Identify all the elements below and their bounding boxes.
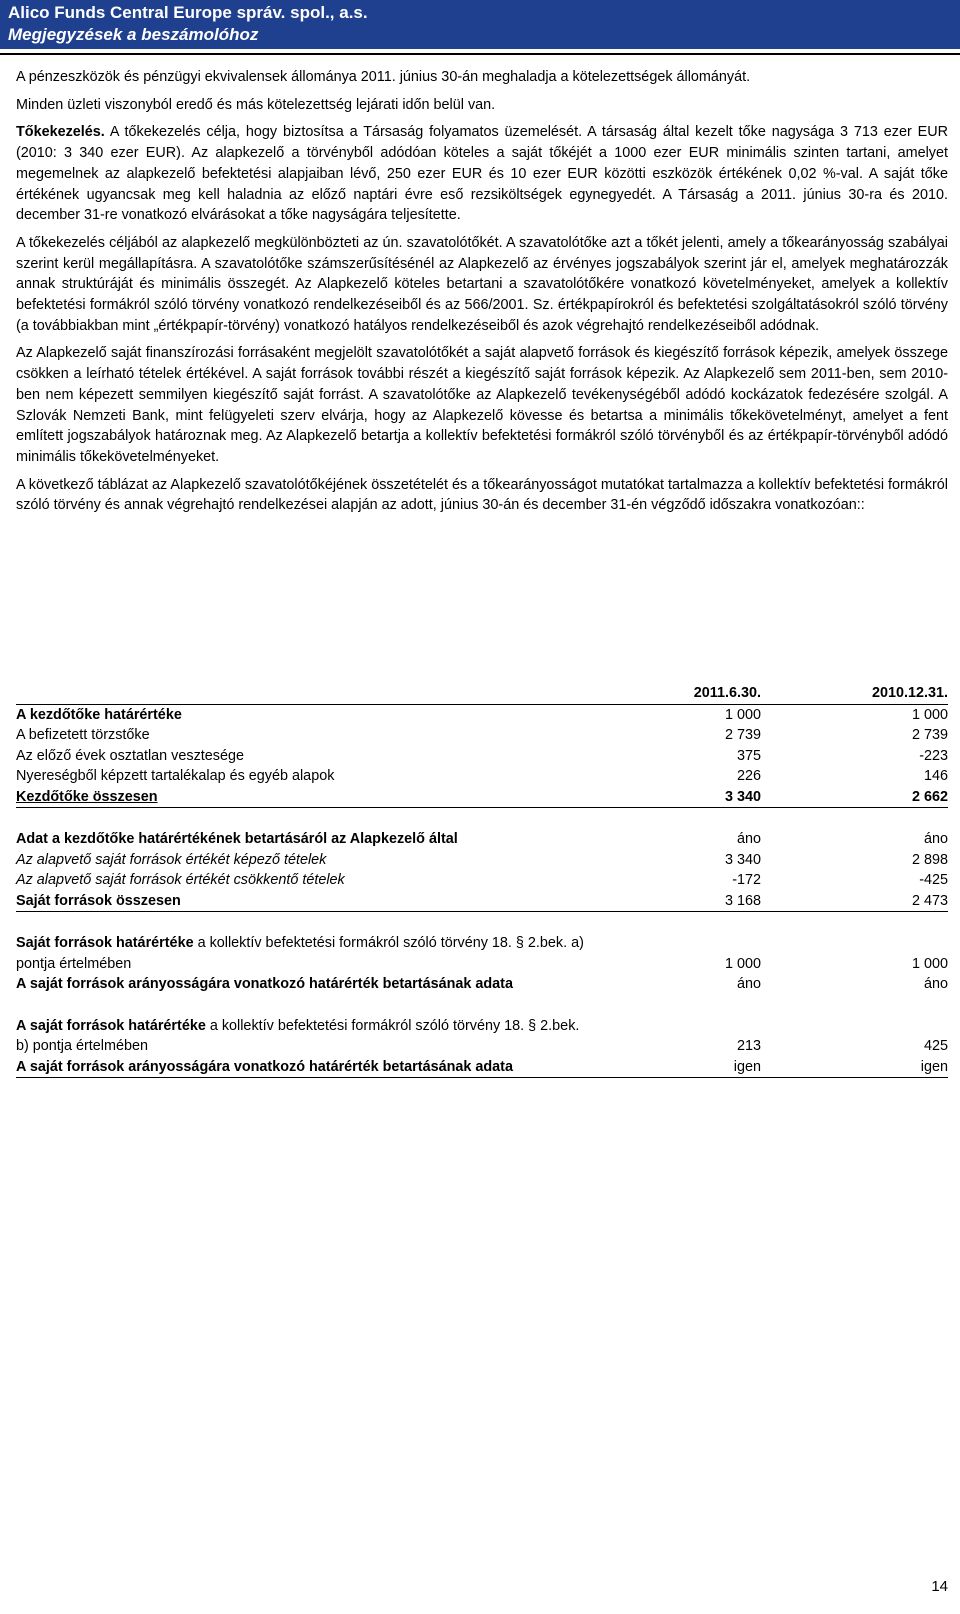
table-row — [16, 933, 948, 974]
row-label: Az alapvető saját források értékét csökkentő tételek — [16, 872, 345, 888]
column-header-2011: 2011.6.30. — [606, 683, 761, 704]
row-label — [16, 933, 606, 974]
paragraph-liabilities: Minden üzleti viszonyból eredő és más kötelezettség lejárati időn belül van. — [16, 96, 496, 113]
row-value-2010: 2 473 — [761, 891, 948, 912]
row-value-2011: 3 340 — [724, 851, 761, 868]
document-subtitle: Megjegyzések a beszámolóhoz — [8, 25, 259, 44]
row-value-2010: 1 000 — [911, 955, 948, 972]
table-row — [16, 974, 948, 995]
row-label: A saját források arányosságára vonatkozó határérték betartásának adata — [16, 976, 513, 992]
row-label: A kezdőtőke határértéke — [16, 706, 182, 723]
document-header — [0, 0, 960, 49]
paragraph-funding-sources: Az Alapkezelő saját finanszírozási forrásaként megjelölt szavatolótőkét a saját alapvető források és kiegészítő források képezik, amelyek összege csökken a leírható tételek értékével. A saját források további részét a kiegészítő saját források képezik. Az Alapkezelő sem 2011-ben, sem 2010-ben nem képezett semmilyen kiegészítő saját forrást. A szavatolótőke az Alapkezelő tevékenységéből adódó kockázatok fedezésére szolgál. A Szlovák Nemzeti Bank, mint felügyeleti szerv elvárja, hogy az Alapkezelő kövesse és betartsa a minimális tőkekövetelményt, amelyet a fent említett jogszabályok határoznak meg. Az Alapkezelő betartja a kollektív befektetési formákról szóló törvényből és az értékpapír-törvényből adódó minimális tőkekövetelményeket. — [16, 345, 948, 465]
row-value-2010: 2 662 — [761, 787, 948, 808]
body-text — [16, 67, 948, 516]
row-value-2010: -223 — [919, 747, 948, 764]
row-value-2010: áno — [923, 831, 948, 847]
table-row — [16, 704, 948, 725]
row-label: Az előző évek osztatlan vesztesége — [16, 747, 244, 764]
row-label: Nyereségből képzett tartalékalap és egyéb alapok — [16, 768, 335, 784]
paragraph-cash: A pénzeszközök és pénzügyi ekvivalensek állománya 2011. június 30-án meghaladja a kötelezettségek állományát. — [16, 69, 751, 85]
row-value-2011: áno — [736, 831, 761, 847]
row-label: A saját források arányosságára vonatkozó határérték betartásának adata — [16, 1057, 606, 1078]
row-value-2011: -172 — [732, 872, 761, 888]
row-label: Az alapvető saját források értékét képező tételek — [16, 851, 327, 868]
page-number: 14 — [931, 1578, 948, 1595]
row-value-2011: 375 — [736, 747, 761, 764]
row-label-bold: Saját források határértéke — [16, 935, 194, 951]
table-row-total — [16, 891, 948, 912]
table-row — [16, 725, 948, 746]
table-row — [16, 850, 948, 871]
row-label: A befizetett törzstőke — [16, 727, 150, 743]
row-value-2011: 3 340 — [606, 787, 761, 808]
row-value-2010: 146 — [923, 768, 948, 784]
header-rule — [0, 53, 960, 55]
row-value-2010: 2 739 — [911, 727, 948, 743]
table-row — [16, 870, 948, 891]
row-value-2010: 1 000 — [911, 706, 948, 723]
row-label-rest: a kollektív befektetési formákról szóló törvény 18. § 2.bek. b) pontja értelmében — [16, 1017, 580, 1054]
row-label: Kezdőtőke összesen — [16, 787, 606, 808]
row-label — [16, 1016, 606, 1057]
table-row-total — [16, 787, 948, 808]
row-label: Saját források összesen — [16, 891, 606, 912]
row-label-rest: a kollektív befektetési formákról szóló törvény 18. § 2.bek. a) pontja értelmében — [16, 935, 584, 972]
table-row — [16, 1057, 948, 1078]
paragraph-capital-management — [16, 122, 948, 226]
row-value-2011: 226 — [736, 768, 761, 784]
row-value-2011: 1 000 — [724, 706, 761, 723]
row-value-2011: 1 000 — [724, 955, 761, 972]
table-header-row — [16, 683, 948, 704]
paragraph-table-intro: A következő táblázat az Alapkezelő szavatolótőkéjének összetételét és a tőkearányosságot mutatókat tartalmazza a kollektív befektetési formákról szóló törvény és annak végrehajtó rendelkezései alapján az adott, június 30-án és december 31-én végződő időszakra vonatkozóan:: — [16, 476, 948, 514]
row-value-2011: 3 168 — [606, 891, 761, 912]
capital-management-text: A tőkekezelés célja, hogy biztosítsa a Társaság folyamatos üzemelését. A társaság által kezelt tőke nagysága 3 713 ezer EUR (2010: 3 340 ezer EUR). Az alapkezelő a törvényből adódóan köteles a saját tőkéjét a 1000 ezer EUR minimális szinten tartani, amelyet megemelnek az alapkezelő befektetési alapjaiban lévő, 250 ezer EUR és 10 ezer EUR közötti eszközök értékének 0,02 %-val. A saját tőke értékének ugyancsak meg kell haladnia az előző naptári évre eső rezsiköltségek egynegyedét. A Társaság a 2011. június 30-ra és 2010. december 31-re vonatkozó elvárásokat a tőke nagyságára teljesítette. — [16, 124, 948, 224]
row-value-2011: 213 — [736, 1038, 761, 1054]
row-value-2010: 425 — [923, 1038, 948, 1054]
row-label: Adat a kezdőtőke határértékének betartásáról az Alapkezelő által — [16, 831, 458, 847]
company-name: Alico Funds Central Europe správ. spol., a.s. — [8, 3, 368, 22]
table-row — [16, 766, 948, 787]
capital-management-heading: Tőkekezelés. — [16, 124, 105, 141]
table-row — [16, 1016, 948, 1057]
row-value-2010: áno — [923, 976, 948, 992]
row-value-2010: -425 — [919, 872, 948, 888]
table-row — [16, 746, 948, 767]
row-value-2010: igen — [761, 1057, 948, 1078]
row-label-bold: A saját források határértéke — [16, 1017, 206, 1034]
paragraph-own-funds: A tőkekezelés céljából az alapkezelő megkülönbözteti az ún. szavatolótőkét. A szavatolótőke azt a tőkét jelenti, amely a tőkearányosság szabályai szerint kerül megállapításra. A szavatolótőke számszerűsítésénél az Alapkezelő az érvényes jogszabályok szerint jár el, amelyek meghatározzák annak struktúráját és minimális összegét. Az Alapkezelő köteles betartani a szavatolótőkére vonatkozó követelményeket, amelyek a kollektív befektetési formákról szóló törvény vonatkozó rendelkezéseiből és az 566/2001. Sz. értékpapírokról és befektetési szolgáltatásokról szóló törvény (a továbbiakban mint „értékpapír-törvény) vonatkozó hatályos rendelkezéseiből és azok végrehajtó rendelkezéseiből adódnak. — [16, 234, 948, 334]
table-row — [16, 829, 948, 850]
capital-table — [16, 683, 948, 1078]
row-value-2011: igen — [606, 1057, 761, 1078]
row-value-2011: 2 739 — [724, 727, 761, 743]
row-value-2010: 2 898 — [911, 851, 948, 868]
row-value-2011: áno — [736, 976, 761, 992]
column-header-2010: 2010.12.31. — [761, 683, 948, 704]
